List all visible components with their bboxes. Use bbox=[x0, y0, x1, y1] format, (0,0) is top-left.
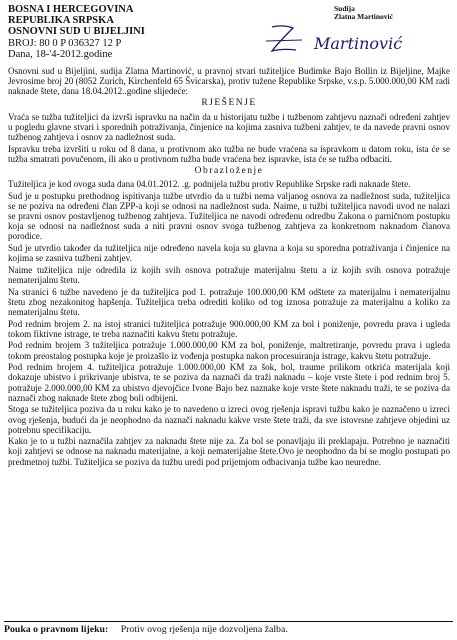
handwritten-signature bbox=[258, 19, 448, 61]
reasoning-paragraph: Stoga se tužiteljica poziva da u roku kako je to navedeno u izreci ovog rješenja ispravi tužbu kako je naznačeno u izreci ovog rješenja, budući da je neophodno da naznači naknadu kakve vrste štete traži, da sve istovrsne zahtjeve objedini uz potrebnu specifikaciju. bbox=[8, 404, 450, 435]
court-header bbox=[8, 4, 145, 60]
decision-title: RJEŠENJE bbox=[201, 98, 257, 109]
header-entity: REPUBLIKA SRPSKA bbox=[8, 15, 114, 27]
reasoning-paragraph: Naime tužiteljica nije odredila iz kojih svih osnova potražuje materijalnu štetu a iz kojih svih osnova potražuje nematerijalnu štetu. bbox=[8, 264, 450, 285]
legal-remedy-text: Protiv ovog rješenja nije dozvoljena žalba. bbox=[120, 624, 288, 635]
header-country: BOSNA I HERCEGOVINA bbox=[8, 4, 134, 15]
intro-paragraph: Osnovni sud u Bijeljini, sudija Zlatna Martinović, u pravnoj stvari tužiteljice Budimke Bajo Bollin iz Bijeljine, Majke Jevrosime broj 20 (8052 Zurich, Kirchenfeld 65 Švicarska), protiv tužene Republike Srpske, v.s.p. 5.000.000,00 KM radi naknade štete, dana 18.04.2012..godine slijedeće: bbox=[8, 66, 450, 97]
reasoning-paragraph: Pod rednim brojem 4. tužiteljica potražuje 1.000.000,00 KM za šok, bol, traume prilikom otkrića materijala koji dokazuje ubistvo i prikrivanje ubistva, te se poziva da naznači da traži naknadu – koje vrste štete i pod rednim broj 5. potražuje 2.000.000,00 KM za ubistvo djevojčice Ivone Bajo bez naznake koje vrste štete naknadu traži, te se poziva da naznači zbog naknade štete zbog boli odbijeni. bbox=[8, 362, 450, 403]
reasoning-paragraph: Kako je to u tužbi naznačila zahtjev za naknadu štete nije za. Za bol se ponavljaju ili preklapaju. Potrebno je naznačiti koji zahtjevi se odnose na naknadu materijalne, a koji nematerijalne štete.Ovo je neophodno da bi se moglo postupati po predmetnoj tužbi. Tužiteljica se poziva da tužbu uredi pod prijetnjom odbacivanja tužbe kao neuredne. bbox=[8, 436, 450, 467]
header-court: OSNOVNI SUD U BIJELJINI bbox=[8, 26, 145, 38]
decision-paragraph: Ispravku treba izvršiti u roku od 8 dana, u protivnom ako tužba ne bude vraćena sa ispravkom u datom roku, ista će se tužba smatrati povučenom, ili ako u protivnom tužba bude vraćena bez ispravke, ista će se tužba odbaciti. bbox=[8, 143, 450, 164]
header-case-number: BROJ: 80 0 P 036327 12 P bbox=[8, 37, 122, 49]
signature-name: Zlatna Martinović bbox=[334, 12, 393, 21]
reasoning-title: Obrazloženje bbox=[194, 165, 264, 176]
signature-role: Sudija bbox=[334, 4, 355, 13]
reasoning-paragraph: Sud je u postupku prethodnog ispitivanja tužbe utvrdio da u tužbi nema valjanog osnova za nadležnost suda, tužiteljica se ne poziva na određeni član ZPP-a koji se odnosi na nadležnost suda. Naime, u tužbi tužiteljica navodi uvod ne nalazi se pravni osnov postavljenog tužbenog zahtjeva. Tužiteljica ne navodi određenu odredbu Zakona o parničnom postupku koja se odnosi na nadležnost suda a niti pravni osnov svoga tužbenog zahtjeva za konkretnom naknadom članova porodice. bbox=[8, 190, 450, 242]
reasoning-paragraph: Pod rednim brojem 2. na istoj stranici tužiteljica potražuje 900.000,00 KM za bol i poniženje, povredu prava i ugleda tokom fiktivne istrage, te treba naznačiti kakvu štetu potražuje. bbox=[8, 318, 450, 339]
judge-signature-block bbox=[258, 3, 448, 63]
header-date: Dana, 18-'4-2012.godine bbox=[8, 48, 113, 60]
reasoning-paragraph: Tužiteljica je kod ovoga suda dana 04.01.2012. .g. podnijela tužbu protiv Republike Srpske radi naknade štete. bbox=[8, 179, 411, 190]
legal-remedy-label: Pouka o pravnom lijeku: bbox=[4, 624, 109, 635]
signature-scrawl: Martinović bbox=[314, 34, 403, 53]
document-body bbox=[8, 66, 450, 468]
legal-remedy-footer bbox=[4, 621, 453, 637]
decision-paragraph: Vraća se tužba tužiteljici da izvrši ispravku na način da u historijatu tužbe i tužbenom zahtjevu naznači određeni zahtjev u pogledu glavne stvari i sporednih potraživanja, činjenice na kojima zasniva tužbeni zahtjev, te da navede pravni osnov tužbenog zahtjeva i osnov za nadležnost suda. bbox=[8, 111, 450, 142]
reasoning-paragraph: Na stranici 6 tužbe navedeno je da tužiteljica pod 1. potražuje 100.000,00 KM odštete za materijalnu i nematerijalnu štetu zbog nezakonitog hapšenja. Tužiteljica treba odrediti koliko od tog iznosa potražuje za materijalnu a koliko za nematerijalnu štetu. bbox=[8, 286, 450, 317]
reasoning-paragraph: Sud je utvrdio također da tužiteljica nije određeno navela koja su glavna a koja su sporedna potraživanja i činjenice na kojima se zasniva tužbeni zahtjev. bbox=[8, 243, 450, 264]
reasoning-paragraph: Pod rednim brojem 3 tužiteljica potražuje 1.000.000,00 KM za bol, poniženje, maltretiranje, povredu prava i ugleda tokom preostalog postupka koje je proizašlo iz vođenja postupka nakon procesuiranja istrage, kakvu štetu potražuje. bbox=[8, 340, 450, 361]
